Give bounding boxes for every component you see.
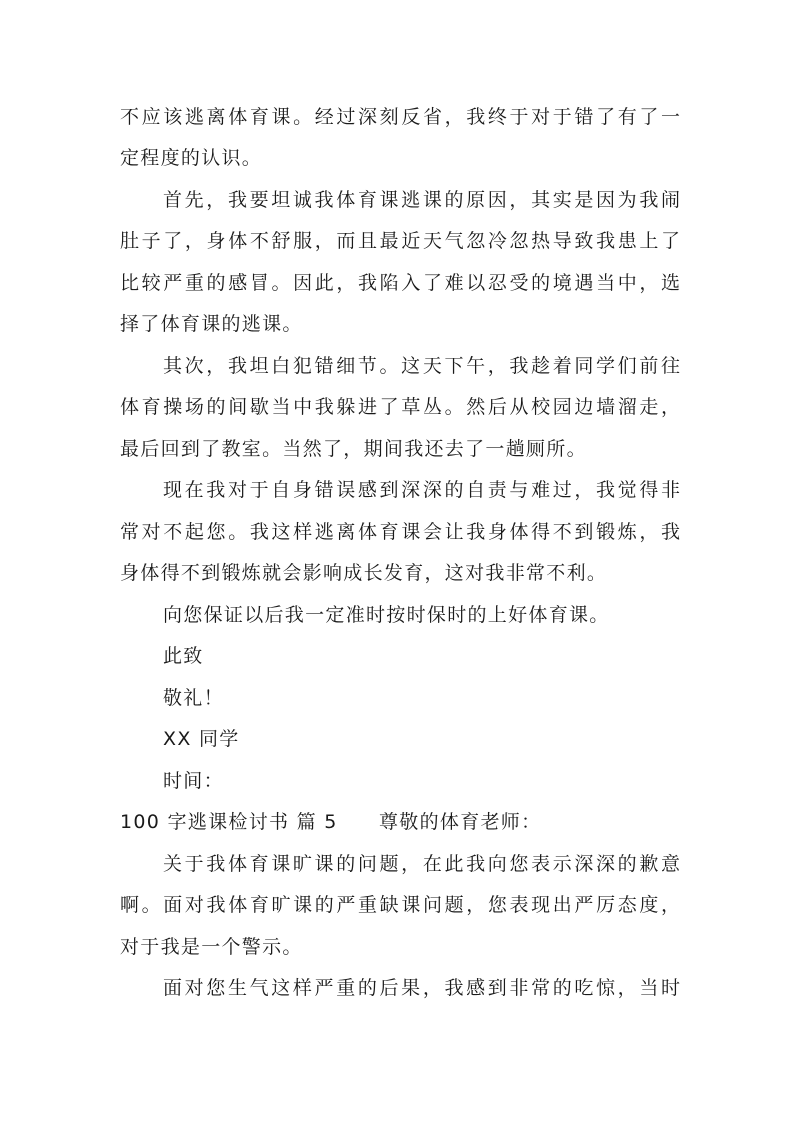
paragraph-line: 肚子了，身体不舒服，而且最近天气忽冷忽热导致我患上了	[120, 230, 680, 252]
paragraph-line: 常对不起您。我这样逃离体育课会让我身体得不到锻炼，我	[120, 521, 680, 543]
paragraph-line: 不应该逃离体育课。经过深刻反省，我终于对于错了有了一	[120, 106, 680, 128]
paragraph-line: 向您保证以后我一定准时按时保时的上好体育课。	[163, 604, 610, 626]
closing-line: 敬礼！	[163, 687, 224, 709]
paragraph-line: 啊。面对我体育旷课的严重缺课问题，您表现出严厉态度，	[120, 894, 680, 916]
signature-line: XX 同学	[163, 728, 240, 750]
closing-line: 此致	[163, 645, 204, 667]
paragraph-line: 关于我体育课旷课的问题，在此我向您表示深深的歉意	[163, 853, 680, 875]
paragraph-line: 对于我是一个警示。	[120, 936, 303, 958]
salutation: 尊敬的体育老师：	[379, 811, 542, 833]
paragraph-line: 其次，我坦白犯错细节。这天下午，我趁着同学们前往	[163, 355, 680, 377]
section-title: 100 字逃课检讨书 篇 5	[120, 811, 338, 833]
paragraph-line: 择了体育课的逃课。	[120, 313, 303, 335]
paragraph-line: 最后回到了教室。当然了，期间我还去了一趟厕所。	[120, 438, 587, 460]
paragraph-line: 身体得不到锻炼就会影响成长发育，这对我非常不利。	[120, 562, 608, 584]
paragraph-line: 比较严重的感冒。因此，我陷入了难以忍受的境遇当中，选	[120, 272, 680, 294]
paragraph-line: 现在我对于自身错误感到深深的自责与难过，我觉得非	[163, 479, 680, 501]
paragraph-line: 首先，我要坦诚我体育课逃课的原因，其实是因为我闹	[163, 189, 680, 211]
paragraph-line: 体育操场的间歇当中我躲进了草丛。然后从校园边墙溜走，	[120, 396, 680, 418]
paragraph-line: 面对您生气这样严重的后果，我感到非常的吃惊，当时	[163, 977, 680, 999]
date-line: 时间：	[163, 770, 224, 792]
paragraph-line: 定程度的认识。	[120, 147, 263, 169]
section-heading	[120, 810, 680, 834]
